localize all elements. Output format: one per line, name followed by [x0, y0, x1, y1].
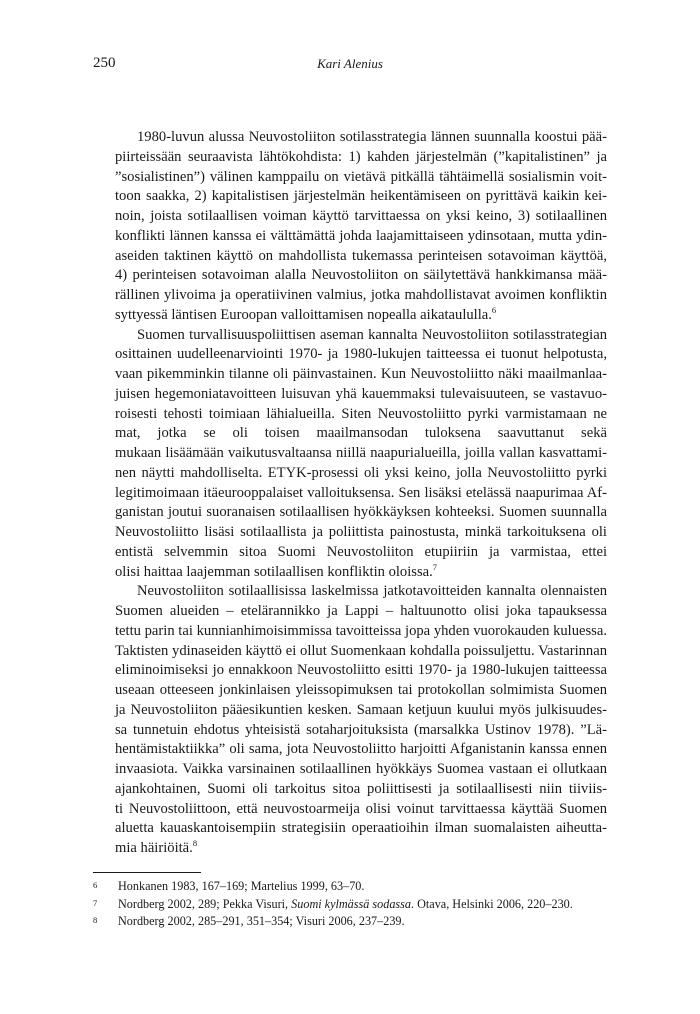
text-line: roisesti tehosti toimiaan lähialueilla. Siten Neuvostoliitto pyrki varmistamaan ne [115, 405, 607, 422]
footnote-title: Suomi kylmässä sodassa [291, 896, 412, 911]
text-line: ”sosialistinen”) välinen kamppailu on vietävä pitkällä tähtäimellä sosialismin voit- [115, 168, 607, 185]
footnote [93, 896, 607, 914]
footnote-number: 7 [93, 897, 98, 908]
text-line-last [93, 563, 607, 583]
text-line: Suomen alueiden – etelärannikko ja Lappi – haltuunotto olisi joka tapauksessa [115, 603, 607, 619]
footnote-number: 8 [93, 915, 98, 925]
paragraph-1 [93, 128, 607, 326]
text-line: ti Neuvostoliittoon, että neuvostoarmeija olisi voinut tarvittaessa käyttää Suomen [115, 800, 607, 817]
footnote-text [118, 913, 405, 931]
text-line: ja Neuvostoliiton pääesikuntien kesken. Samaan ketjuun kuului myös julkisuudes- [115, 701, 607, 718]
page-header [93, 55, 607, 75]
footnote [93, 878, 607, 896]
footnote-text [118, 896, 573, 914]
footnote-ref: 7 [432, 561, 438, 572]
text-line: mukaan lisäämään vaikutusvaltaansa niillä naapurialueilla, joilla vallan kasvattami- [115, 445, 607, 461]
text-line: 1980-luvun alussa Neuvostoliiton sotilasstrategia lännen suunnalla koostui pää- [137, 129, 607, 145]
text-line: vaan pikemminkin tilanne oli päinvastainen. Kun Neuvostoliitto näki maailmanlaa- [115, 366, 607, 382]
text-line: legitimoimaan itäeurooppalaiset valloituksensa. Sen lisäksi etelässä naapurimaa Af- [115, 484, 607, 501]
text-line: osittainen uudelleenarviointi 1970- ja 1980-lukujen taitteessa ei tuonut helpotusta, [115, 346, 607, 363]
text-line: ganistan joutui suoranaisen sotilaallisen hyökkäyksen kohteeksi. Suomen suunnalla [115, 504, 607, 521]
text-line: juisen hegemoniatavoitteen luisuvan yhä kauemmaksi tulevaisuuteen, se vastavuo- [115, 385, 607, 402]
text-line: hentämistaktiikka” oli sama, jota Neuvostoliitto harjoitti Afganistanin kanssa ennen [115, 741, 607, 758]
text-line: sa tunnetuin ehdotus yhteisistä sotaharjoituksista (marsalkka Ustinov 1978). ”Lä- [115, 721, 607, 738]
text-line-last [93, 306, 607, 326]
footnote-text-a: Nordberg 2002, 289; Pekka Visuri, [118, 896, 292, 911]
body-text [93, 128, 607, 859]
page-number: 250 [93, 55, 116, 71]
text-line: 4) perinteisen sotavoiman alalla Neuvostoliiton on säilytettävä hankkimansa mää- [115, 267, 607, 284]
text-line: Taktisten ydinaseiden käyttö ei ollut Suomenkaan kohdalla poissuljettu. Vastarinnan [115, 642, 607, 659]
footnotes [93, 878, 607, 931]
footnote-text-a: Honkanen 1983, 167–169; Martelius 1999, 63–70. [118, 879, 365, 893]
footnote-number: 6 [93, 880, 98, 890]
text-line: aluetta kauaskantoisempiin strategisiin operaatioihin ilman suomalaisten aiheutta- [115, 820, 607, 837]
text-line: Suomen turvallisuuspoliittisen aseman kannalta Neuvostoliiton sotilasstrategian [137, 326, 607, 343]
footnote-text [118, 878, 364, 896]
text-line: noin, joista sotilaallisen voiman käyttö tarvittaessa on yksi keino, 3) sotilaallinen [115, 208, 607, 224]
text-line: toon saakka, 2) kapitalistisen järjestelmän heikentämiseen on pyrittävä kaikin kei- [115, 188, 607, 205]
running-head: Kari Alenius [317, 56, 383, 71]
text-line: Neuvostoliiton sotilaallisissa laskelmissa jatkotavoitteiden kannalta olennaisten [137, 583, 607, 600]
text-line: eliminoimiseksi jo ennakkoon Neuvostoliitto esitti 1970- ja 1980-lukujen taitteessa [115, 662, 607, 679]
text-line: tettu parin tai kunnianhimoisimmissa tavoitteissa jopa yhden vuorokauden kuluessa. [115, 622, 607, 639]
text-line: syttyessä läntisen Euroopan valloittamisen nopealla aikataululla. [115, 306, 492, 323]
text-line: piirteissään seuraavista lähtökohdista: 1) kahden järjestelmän (”kapitalistinen” ja [115, 148, 607, 165]
paragraph-3 [93, 582, 607, 859]
text-line: rällinen ylivoima ja operatiivinen valmius, jotka mahdollistavat avoimen konfliktin [115, 287, 607, 303]
text-line: invaasiota. Vaikka varsinainen sotilaallinen hyökkäys Suomea vastaan ei ollutkaan [115, 761, 607, 777]
text-line: entistä selvemmin sitoa Suomi Neuvostoliiton etupiiriin ja varmistaa, ettei [115, 543, 607, 560]
footnote-text-b: . Otava, Helsinki 2006, 220–230. [411, 896, 573, 911]
text-line-last [93, 839, 607, 859]
footnote-ref: 6 [491, 304, 497, 315]
text-line: mat, jotka se oli toisen maailmansodan tuloksena saavuttanut sekä [115, 425, 607, 442]
text-line: Neuvostoliitto lisäsi sotilaallista ja poliittista painostusta, minkä tarkoituksena oli [115, 524, 607, 540]
text-line: mia häiriöitä. [115, 840, 193, 856]
text-line: useaan otteeseen jonkinlaisen yleissopimuksen tai protokollan solmimista Suomen [115, 682, 607, 698]
text-line: nen näytti mahdolliselta. ETYK-prosessi oli yksi keino, jolla Neuvostoliitto pyrki [115, 464, 607, 481]
footnote-text-a: Nordberg 2002, 285–291, 351–354; Visuri 2006, 237–239. [118, 914, 405, 928]
text-line: ajankohtainen, Suomi oli tarkoitus sitoa poliittisesti ja sotilaallisesti niin tiiviis- [115, 780, 607, 797]
footnote-ref: 8 [192, 838, 198, 848]
footnote [93, 913, 607, 931]
footnote-divider [93, 872, 201, 873]
paragraph-2 [93, 326, 607, 583]
text-line: olisi haittaa laajemman sotilaallisen konfliktin oloissa. [115, 563, 433, 580]
text-line: aseiden taktinen käyttö on mahdollista tukemassa perinteisen sotavoiman käyttöä, [115, 247, 607, 264]
text-line: konflikti lännen kanssa ei välttämättä johda laajamittaiseen ydinsotaan, mutta ydin- [115, 227, 607, 244]
